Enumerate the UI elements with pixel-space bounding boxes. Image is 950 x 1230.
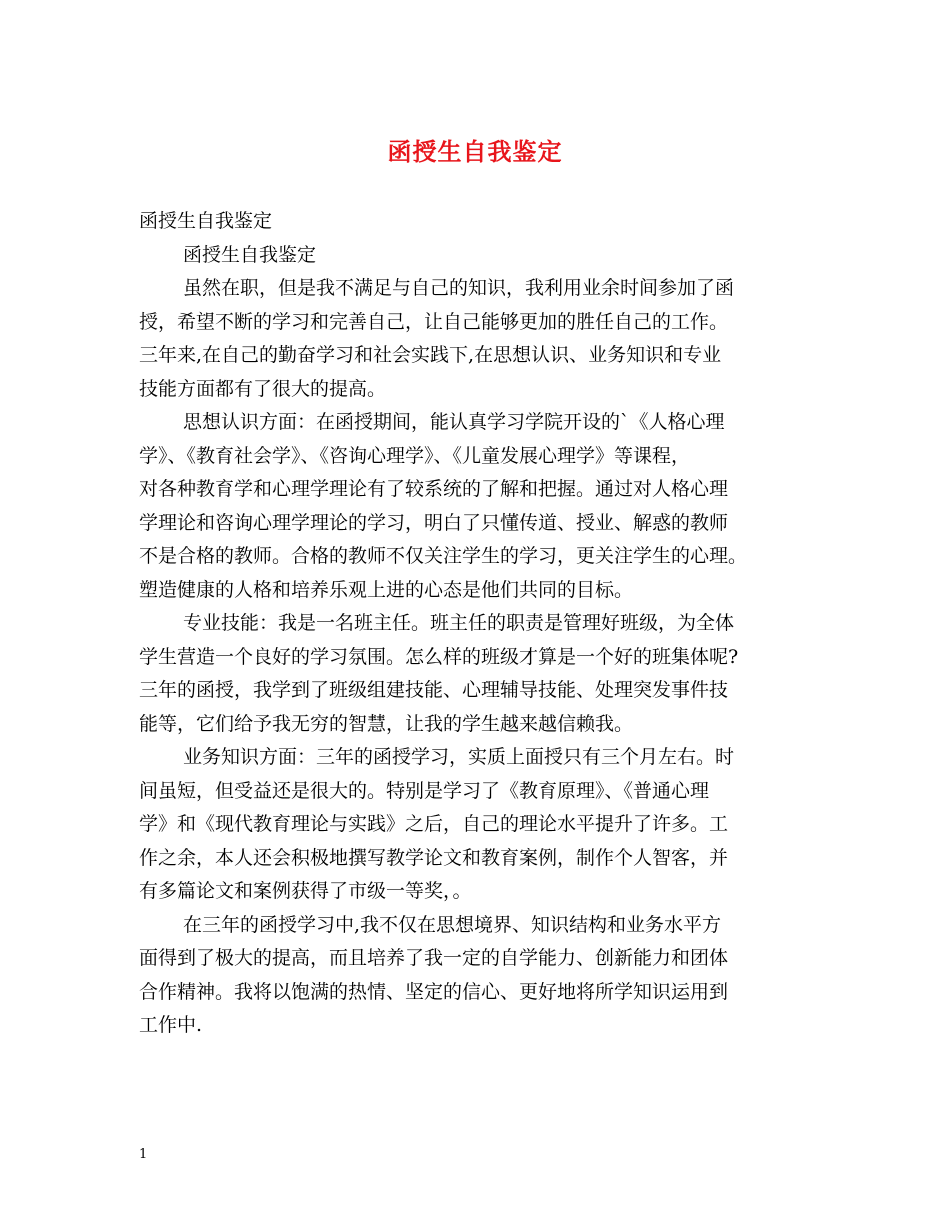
- body-line: 对各种教育学和心理学理论有了较系统的了解和把握。通过对人格心理: [139, 478, 729, 500]
- body-line: 作之余，本人还会积极地撰写教学论文和教育案例，制作个人智客，并: [139, 846, 729, 869]
- body-line: 工作中.: [139, 1014, 203, 1036]
- body-line: 学理论和咨询心理学理论的学习，明白了只懂传道、授业、解惑的教师: [139, 511, 729, 534]
- body-line: 授，希望不断的学习和完善自己，让自己能够更加的胜任自己的工作。: [139, 310, 729, 333]
- document-title: 函授生自我鉴定: [387, 137, 563, 166]
- body-line: 面得到了极大的提高，而且培养了我一定的自学能力、创新能力和团体: [139, 947, 729, 969]
- body-line: 函授生自我鉴定: [183, 243, 317, 266]
- body-line: 技能方面都有了很大的提高。: [139, 377, 387, 400]
- body-line: 在三年的函授学习中,我不仅在思想境界、知识结构和业务水平方: [183, 913, 722, 936]
- body-line: 学》和《现代教育理论与实践》之后，自己的理论水平提升了许多。工: [139, 813, 729, 835]
- body-line: 虽然在职，但是我不满足与自己的知识，我利用业余时间参加了函: [183, 277, 735, 299]
- body-line: 三年的函授，我学到了班级组建技能、心理辅导技能、处理突发事件技: [139, 679, 729, 701]
- body-line: 塑造健康的人格和培养乐观上进的心态是他们共同的目标。: [139, 578, 634, 601]
- body-line: 专业技能：我是一名班主任。班主任的职责是管理好班级，为全体: [183, 612, 735, 634]
- body-line: 间虽短，但受益还是很大的。特别是学习了《教育原理》、《普通心理: [139, 779, 710, 802]
- body-line: 函授生自我鉴定: [139, 210, 273, 232]
- body-line: 三年来,在自己的勤奋学习和社会实践下,在思想认识、业务知识和专业: [139, 344, 722, 366]
- body-line: 有多篇论文和案例获得了市级一等奖，。: [139, 880, 472, 902]
- page-number: 1: [139, 1147, 148, 1162]
- body-line: 学生营造一个良好的学习氛围。怎么样的班级才算是一个好的班集体呢?: [139, 645, 739, 668]
- body-line: 思想认识方面：在函授期间，能认真学习学院开设的`《人格心理: [183, 411, 725, 433]
- body-line: 合作精神。我将以饱满的热情、坚定的信心、更好地将所学知识运用到: [139, 980, 729, 1003]
- body-line: 不是合格的教师。合格的教师不仅关注学生的学习，更关注学生的心理。: [139, 545, 748, 567]
- body-line: 业务知识方面：三年的函授学习，实质上面授只有三个月左右。时: [183, 746, 735, 768]
- document-body: [139, 205, 819, 1043]
- body-line: 能等，它们给予我无穷的智慧，让我的学生越来越信赖我。: [139, 712, 634, 735]
- body-line: 学》、《教育社会学》、《咨询心理学》、《儿童发展心理学》等课程，: [139, 444, 691, 467]
